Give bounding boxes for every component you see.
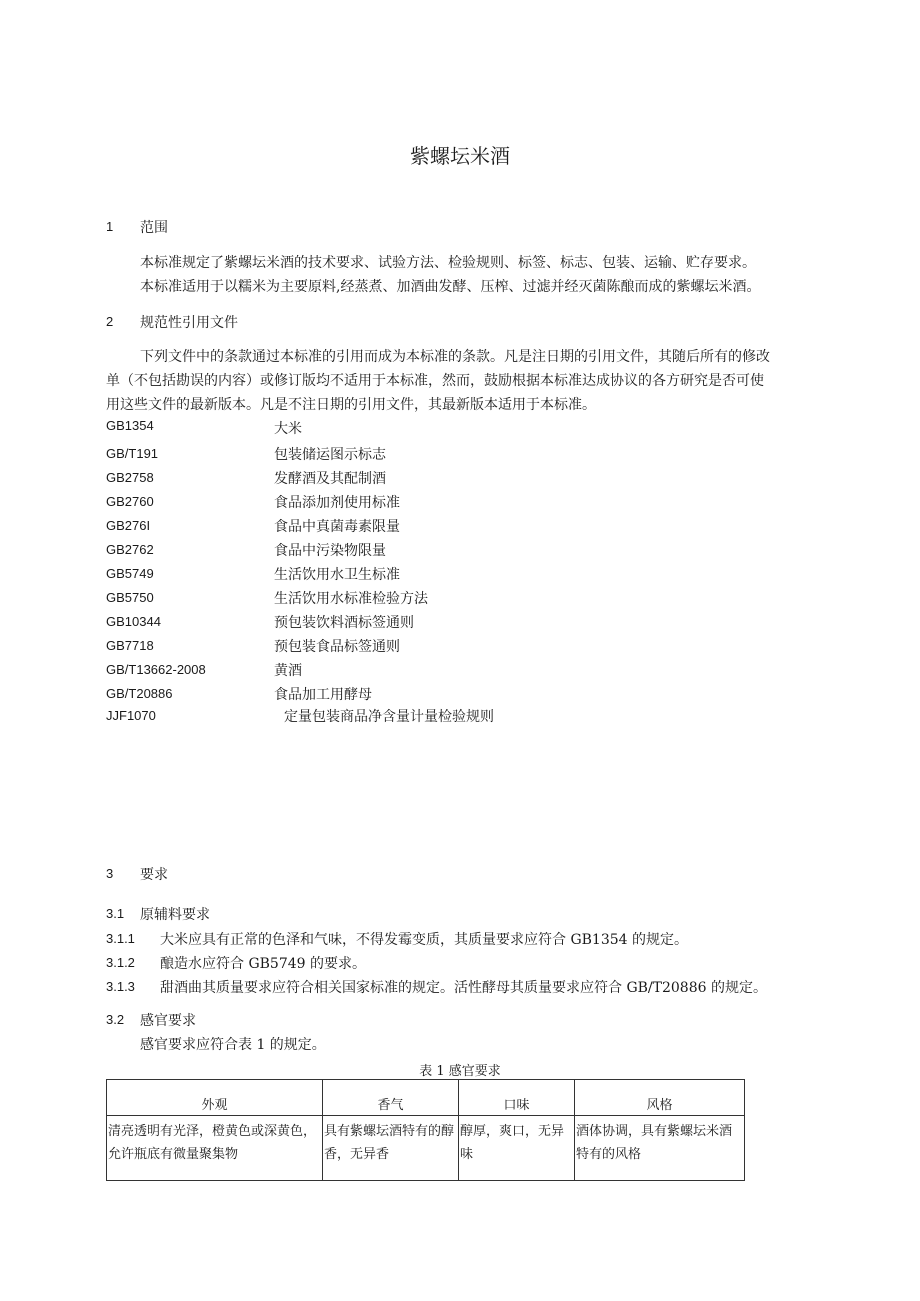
reference-title: 食品中真菌毒素限量: [274, 519, 400, 535]
reference-code: GB5750: [106, 590, 154, 605]
clause-number: 3.1.1: [106, 931, 135, 946]
scope-paragraph-2: 本标准适用于以糯米为主要原料,经蒸煮、加酒曲发酵、压榨、过滤并经灭菌陈酿而成的紫螺坛米酒。: [140, 279, 761, 295]
clause-text: 酿造水应符合 GB5749 的要求。: [160, 956, 367, 972]
reference-code: GB5749: [106, 566, 154, 581]
table-cell: 醇厚，爽口，无异味: [459, 1116, 575, 1181]
table-caption: 表 1 感官要求: [419, 1064, 501, 1079]
section-3-number: 3: [106, 866, 114, 881]
reference-code: GB10344: [106, 614, 161, 629]
reference-code: GB/T13662-2008: [106, 662, 206, 677]
section-3-title: 要求: [140, 867, 168, 883]
table-row: [107, 1116, 745, 1181]
table-header-cell: 外观: [107, 1080, 323, 1116]
reference-code: GB2758: [106, 470, 154, 485]
clause-number: 3.1.2: [106, 955, 135, 970]
table-cell: 酒体协调，具有紫螺坛米酒特有的风格: [575, 1116, 745, 1181]
table-cell: 具有紫螺坛酒特有的醇香，无异香: [323, 1116, 459, 1181]
reference-code: JJF1070: [106, 708, 156, 723]
reference-title: 大米: [274, 421, 302, 437]
section-2-number: 2: [106, 314, 114, 329]
table-header-row: [107, 1080, 745, 1116]
reference-title: 生活饮用水卫生标准: [274, 567, 400, 583]
clause-number: 3.1.3: [106, 979, 135, 994]
reference-title: 定量包装商品净含量计量检验规则: [284, 709, 494, 725]
reference-title: 预包装食品标签通则: [274, 639, 400, 655]
reference-title: 黄酒: [274, 663, 302, 679]
table-header-cell: 香气: [323, 1080, 459, 1116]
sensory-intro: 感官要求应符合表 1 的规定。: [140, 1037, 326, 1053]
clause-text: 甜酒曲其质量要求应符合相关国家标准的规定。活性酵母其质量要求应符合 GB/T20886 的规定。: [160, 980, 767, 996]
subsection-3-2-number: 3.2: [106, 1012, 125, 1027]
reference-title: 生活饮用水标准检验方法: [274, 591, 428, 607]
section-2-title: 规范性引用文件: [140, 315, 238, 331]
section-1-title: 范围: [140, 220, 168, 236]
reference-title: 食品中污染物限量: [274, 543, 386, 559]
subsection-3-2-title: 感官要求: [140, 1013, 196, 1029]
reference-code: GB1354: [106, 418, 154, 433]
table-header-cell: 风格: [575, 1080, 745, 1116]
reference-title: 包装储运图示标志: [274, 447, 386, 463]
references-paragraph-line-2: 单（不包括勘误的内容）或修订版均不适用于本标准，然而，鼓励根据本标准达成协议的各方研究是否可使: [106, 373, 764, 389]
reference-title: 发酵酒及其配制酒: [274, 471, 386, 487]
clause-text: 大米应具有正常的色泽和气味，不得发霉变质，其质量要求应符合 GB1354 的规定。: [160, 932, 688, 948]
reference-code: GB276I: [106, 518, 151, 533]
table-header-cell: 口味: [459, 1080, 575, 1116]
table-cell: 清亮透明有光泽，橙黄色或深黄色，允许瓶底有微量聚集物: [107, 1116, 323, 1181]
subsection-3-1-title: 原辅料要求: [140, 907, 210, 923]
sensory-requirements-table: [106, 1079, 745, 1181]
reference-title: 预包装饮料酒标签通则: [274, 615, 414, 631]
subsection-3-1-number: 3.1: [106, 906, 125, 921]
document-title: 紫螺坛米酒: [410, 144, 510, 168]
scope-paragraph-1: 本标准规定了紫螺坛米酒的技术要求、试验方法、检验规则、标签、标志、包装、运输、贮存要求。: [140, 255, 756, 271]
reference-code: GB2760: [106, 494, 154, 509]
reference-code: GB/T191: [106, 446, 159, 461]
reference-code: GB/T20886: [106, 686, 173, 701]
reference-title: 食品加工用酵母: [274, 687, 372, 703]
references-paragraph-line-1: 下列文件中的条款通过本标准的引用而成为本标准的条款。凡是注日期的引用文件，其随后所有的修改: [140, 349, 770, 365]
reference-title: 食品添加剂使用标准: [274, 495, 400, 511]
reference-code: GB2762: [106, 542, 154, 557]
references-paragraph-line-3: 用这些文件的最新版本。凡是不注日期的引用文件，其最新版本适用于本标准。: [106, 397, 596, 413]
section-1-number: 1: [106, 219, 114, 234]
reference-code: GB7718: [106, 638, 154, 653]
